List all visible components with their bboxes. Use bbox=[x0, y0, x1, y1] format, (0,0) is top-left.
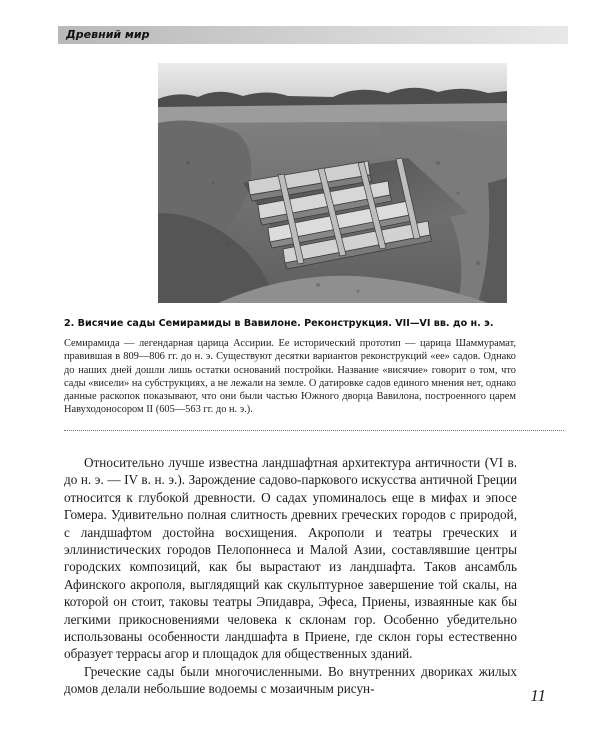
paragraph: Относительно лучше известна ландшафтная архитектура античности (VI в. до н. э. — IV в. н. э.). Зарождение садово-паркового искусства античной Греции относится к глубокой древности. О садах упоминалось еще в мифах и эпосе Гомера. Удивительно полная слитность древних греческих городов с природой, с ландшафтом достойна восхищения. Акрополи и театры греческих и эллинистических городов Пелопоннеса и Малой Азии, составлявшие центры городских композиций, как бы вырастают из ландшафта. Таков ансамбль Афинского акрополя, выглядящий как скульптурное завершение той скалы, на которой он стоит, таковы театры Эпидавра, Эфеса, Приены, изваянные как бы легкими прикосновениями человека к склонам гор. Особенно убедительно использованы особенности ландшафта в Приене, где склон горы естественно образует террасы агор и площадок для общественных зданий. bbox=[64, 455, 517, 662]
section-title: Древний мир bbox=[66, 28, 150, 41]
body-text bbox=[64, 454, 517, 698]
paragraph: Греческие сады были многочисленными. Во внутренних двориках жилых домов делали небольшие водоемы с мозаичным рисун- bbox=[64, 663, 517, 697]
page-number: 11 bbox=[530, 686, 546, 705]
caption-divider bbox=[64, 430, 564, 431]
excavation-photo-drawing bbox=[158, 63, 507, 303]
figure-caption-title: 2. Висячие сады Семирамиды в Вавилоне. Реконструкция. VII—VI вв. до н. э. bbox=[64, 318, 494, 329]
excavation-photo bbox=[158, 63, 507, 303]
figure-caption-body: Семирамида — легендарная царица Ассирии. Ее исторический прототип — царица Шаммурамат, правившая в 809—806 гг. до н. э. Существуют десятки вариантов реконструкций «ее» садов. Однако до наших дней дошли лишь остатки оснований постройки. Название «висячие» говорит о том, что сады «висели» на субструкциях, а не лежали на земле. О датировке садов единого мнения нет, однако данные раскопок показывают, что они были частью Южного дворца Вавилона, построенного царем Навуходоносором II (605—563 гг. до н. э.). bbox=[64, 338, 516, 416]
